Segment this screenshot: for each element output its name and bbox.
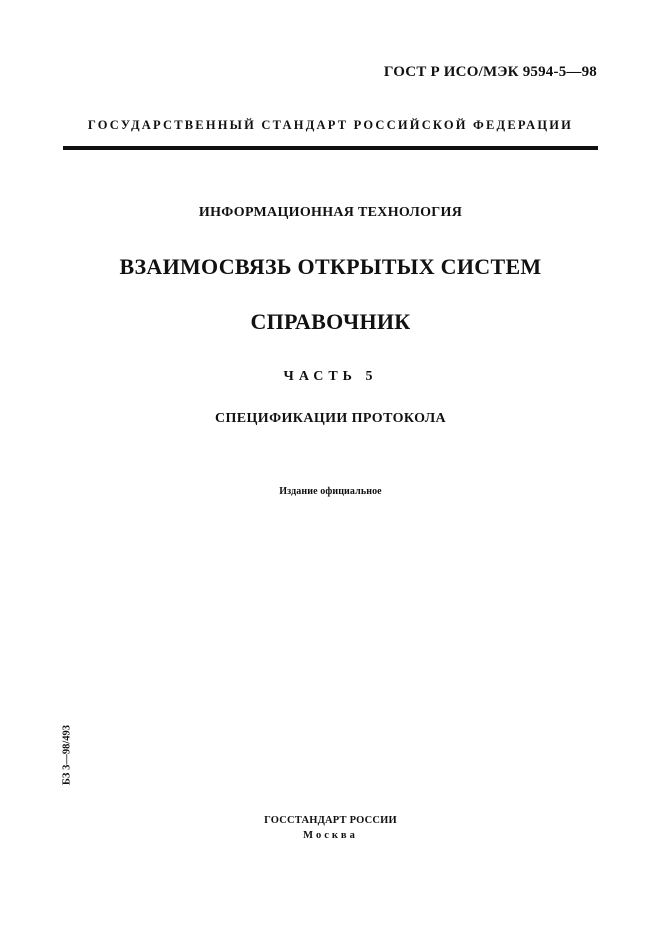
- part-number: ЧАСТЬ 5: [283, 369, 378, 384]
- edition-label: Издание официальное: [279, 486, 382, 497]
- side-code-text: БЗ 3—98/493: [61, 724, 73, 786]
- title-line-3: СПРАВОЧНИК: [250, 309, 411, 334]
- title-line-2: ВЗАИМОСВЯЗЬ ОТКРЫТЫХ СИСТЕМ: [119, 254, 542, 279]
- standard-banner: ГОСУДАРСТВЕННЫЙ СТАНДАРТ РОССИЙСКОЙ ФЕДЕРАЦИИ: [87, 118, 574, 132]
- city: Москва: [303, 830, 358, 841]
- subtitle: СПЕЦИФИКАЦИИ ПРОТОКОЛА: [214, 411, 447, 426]
- header-divider: [63, 146, 598, 150]
- title-line-1: ИНФОРМАЦИОННАЯ ТЕХНОЛОГИЯ: [198, 205, 463, 220]
- document-code: ГОСТ Р ИСО/МЭК 9594-5—98: [383, 64, 597, 80]
- publisher: ГОССТАНДАРТ РОССИИ: [264, 815, 397, 826]
